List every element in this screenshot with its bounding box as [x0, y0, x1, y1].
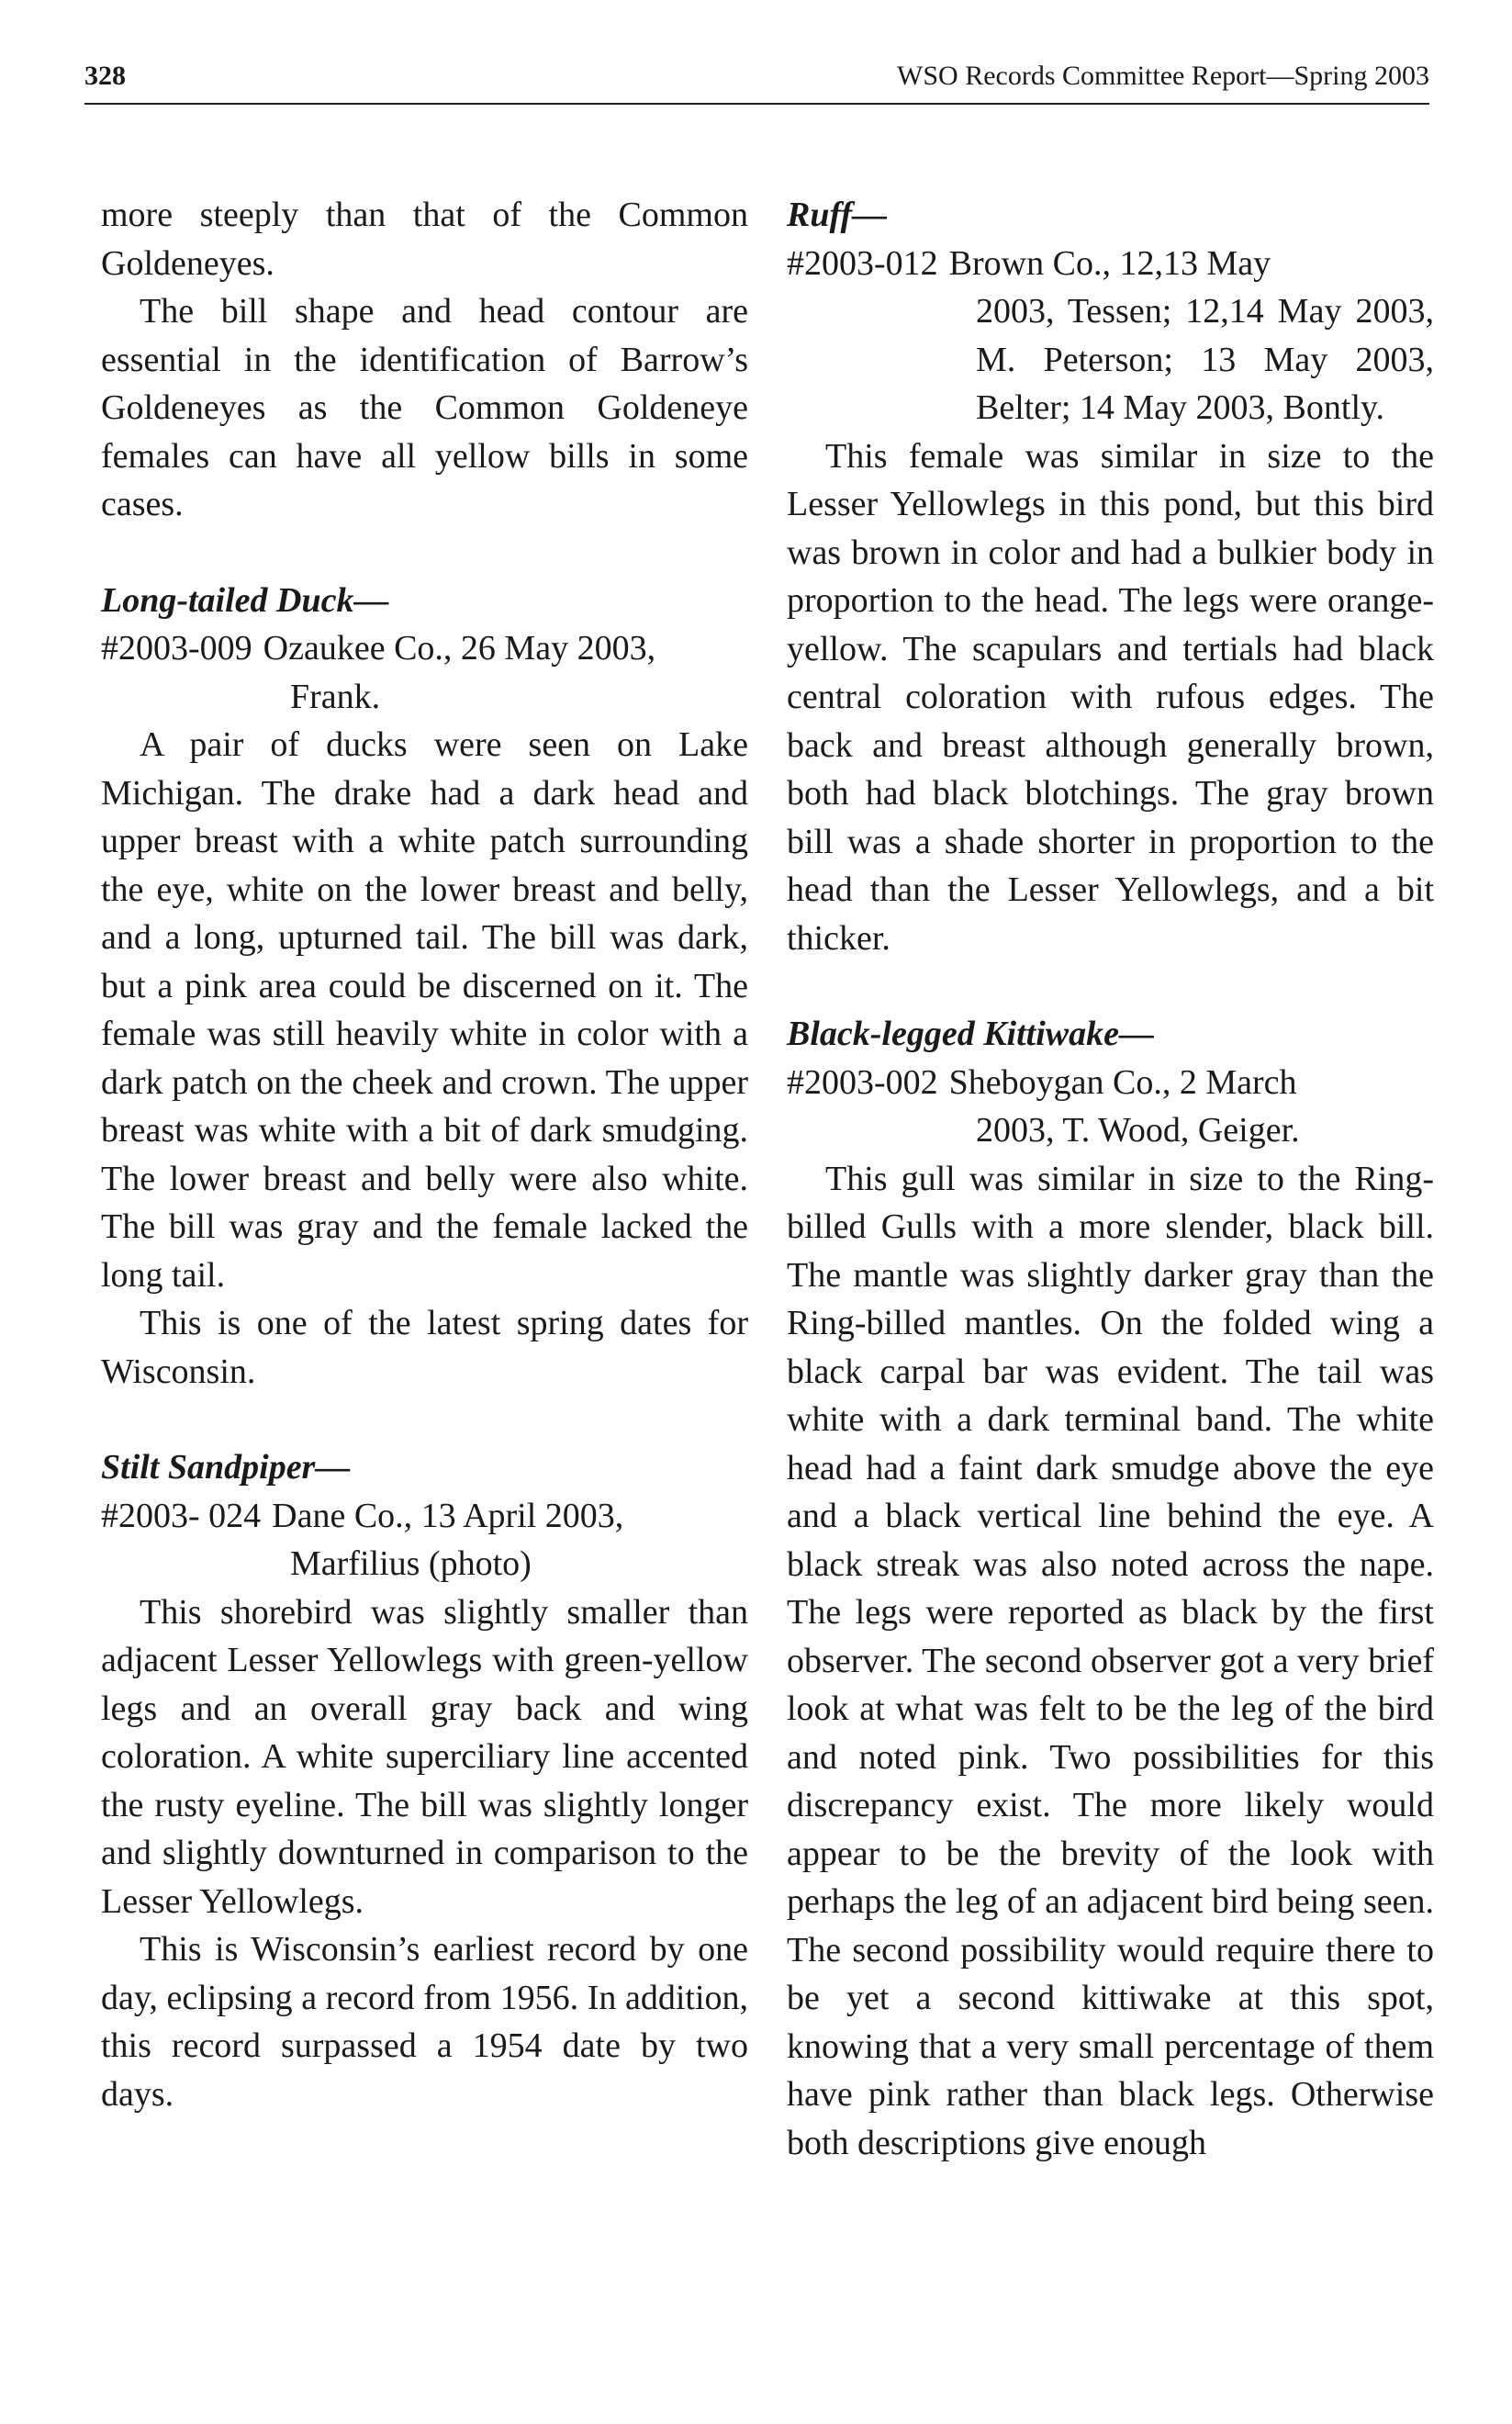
section-gap	[101, 529, 748, 577]
remarks-paragraph: This is Wisconsin’s earliest record by one day, eclipsing a record from 1956. In addition, this record surpassed a 1954 date by two days.	[101, 1930, 748, 2114]
description-paragraph: This female was similar in size to the Lesser Yellowlegs in this pond, but this bird was brown in color and had a bulkier body in proportion to the head. The legs were orange-yellow. The scapulars and tertials had black central coloration with rufous edges. The back and breast although generally brown, both had black blotchings. The gray brown bill was a shade shorter in proportion to the head than the Lesser Yellowlegs, and a bit thicker.	[787, 436, 1434, 958]
section-gap	[101, 1396, 748, 1443]
page-header	[84, 57, 1429, 105]
record-id: #2003-012	[787, 243, 938, 283]
record-details: Sheboygan Co., 2 March	[948, 1062, 1297, 1102]
record-observers: 2003, T. Wood, Geiger.	[976, 1111, 1300, 1150]
record-ruff	[787, 240, 1434, 288]
record-id: #2003-009	[101, 629, 252, 668]
left-column	[101, 191, 748, 2118]
section-gap	[787, 962, 1434, 1010]
record-id: #2003- 024	[101, 1496, 262, 1535]
goldeneye-paragraph: The bill shape and head contour are essential in the identification of Barrow’s Goldeneyes as the Common Goldeneye females can have all yellow bills in some cases.	[101, 292, 748, 523]
species-heading-ruff: Ruff—	[787, 196, 888, 234]
record-observers: Frank.	[290, 677, 381, 716]
record-details: Ozaukee Co., 26 May 2003,	[263, 629, 656, 668]
species-heading-long-tailed-duck: Long-tailed Duck—	[101, 580, 389, 620]
record-details: Brown Co., 12,13 May	[948, 243, 1271, 283]
description-paragraph: A pair of ducks were seen on Lake Michigan. The drake had a dark head and upper breast with a white patch surrounding the eye, white on the lower breast and belly, and a long, upturned tail. The bill was dark, but a pink area could be discerned on it. The female was still heavily white in color with a dark patch on the cheek and crown. The upper breast was white with a bit of dark smudging. The lower breast and belly were also white. The bill was gray and the female lacked the long tail.	[101, 725, 748, 1295]
goldeneye-continuation: more steeply than that of the Common Goldeneyes.	[101, 196, 748, 283]
record-details: Dane Co., 13 April 2003,	[272, 1496, 624, 1535]
record-long-tailed-duck	[101, 624, 748, 673]
description-paragraph: This gull was similar in size to the Ring-billed Gulls with a more slender, black bill. The mantle was slightly darker gray than the Ring-billed mantles. On the folded wing a black carpal bar was evident. The tail was white with a dark terminal band. The white head had a faint dark smudge above the eye and a black vertical line behind the eye. A black streak was also noted across the nape. The legs were reported as black by the first observer. The second observer got a very brief look at what was felt to be the leg of the bird and noted pink. Two possibilities for this discrepancy exist. The more likely would appear to be the brevity of the look with perhaps the leg of an adjacent bird being seen. The second possibility would require there to be yet a second kittiwake at this spot, knowing that a very small percentage of them have pink rather than black legs. Otherwise both descriptions give enough	[787, 1159, 1434, 2162]
page-number: 328	[84, 61, 126, 91]
remarks-paragraph: This is one of the latest spring dates for Wisconsin.	[101, 1304, 748, 1391]
species-heading-stilt-sandpiper: Stilt Sandpiper—	[101, 1448, 351, 1487]
description-paragraph: This shorebird was slightly smaller than adjacent Lesser Yellowlegs with green-yellow legs and an overall gray back and wing coloration. A white superciliary line accented the rusty eyeline. The bill was slightly longer and slightly downturned in comparison to the Lesser Yellowlegs.	[101, 1592, 748, 1921]
species-heading-black-legged-kittiwake: Black-legged Kittiwake—	[787, 1015, 1155, 1053]
running-head: WSO Records Committee Report—Spring 2003	[897, 61, 1429, 91]
record-stilt-sandpiper	[101, 1492, 748, 1541]
right-column	[787, 191, 1434, 2167]
record-id: #2003-002	[787, 1062, 938, 1102]
record-observers: Marfilius (photo)	[290, 1544, 532, 1583]
record-black-legged-kittiwake	[787, 1059, 1434, 1107]
record-observers: 2003, Tessen; 12,14 May 2003, M. Peterson; 13 May 2003, Belter; 14 May 2003, Bontly.	[976, 292, 1434, 427]
